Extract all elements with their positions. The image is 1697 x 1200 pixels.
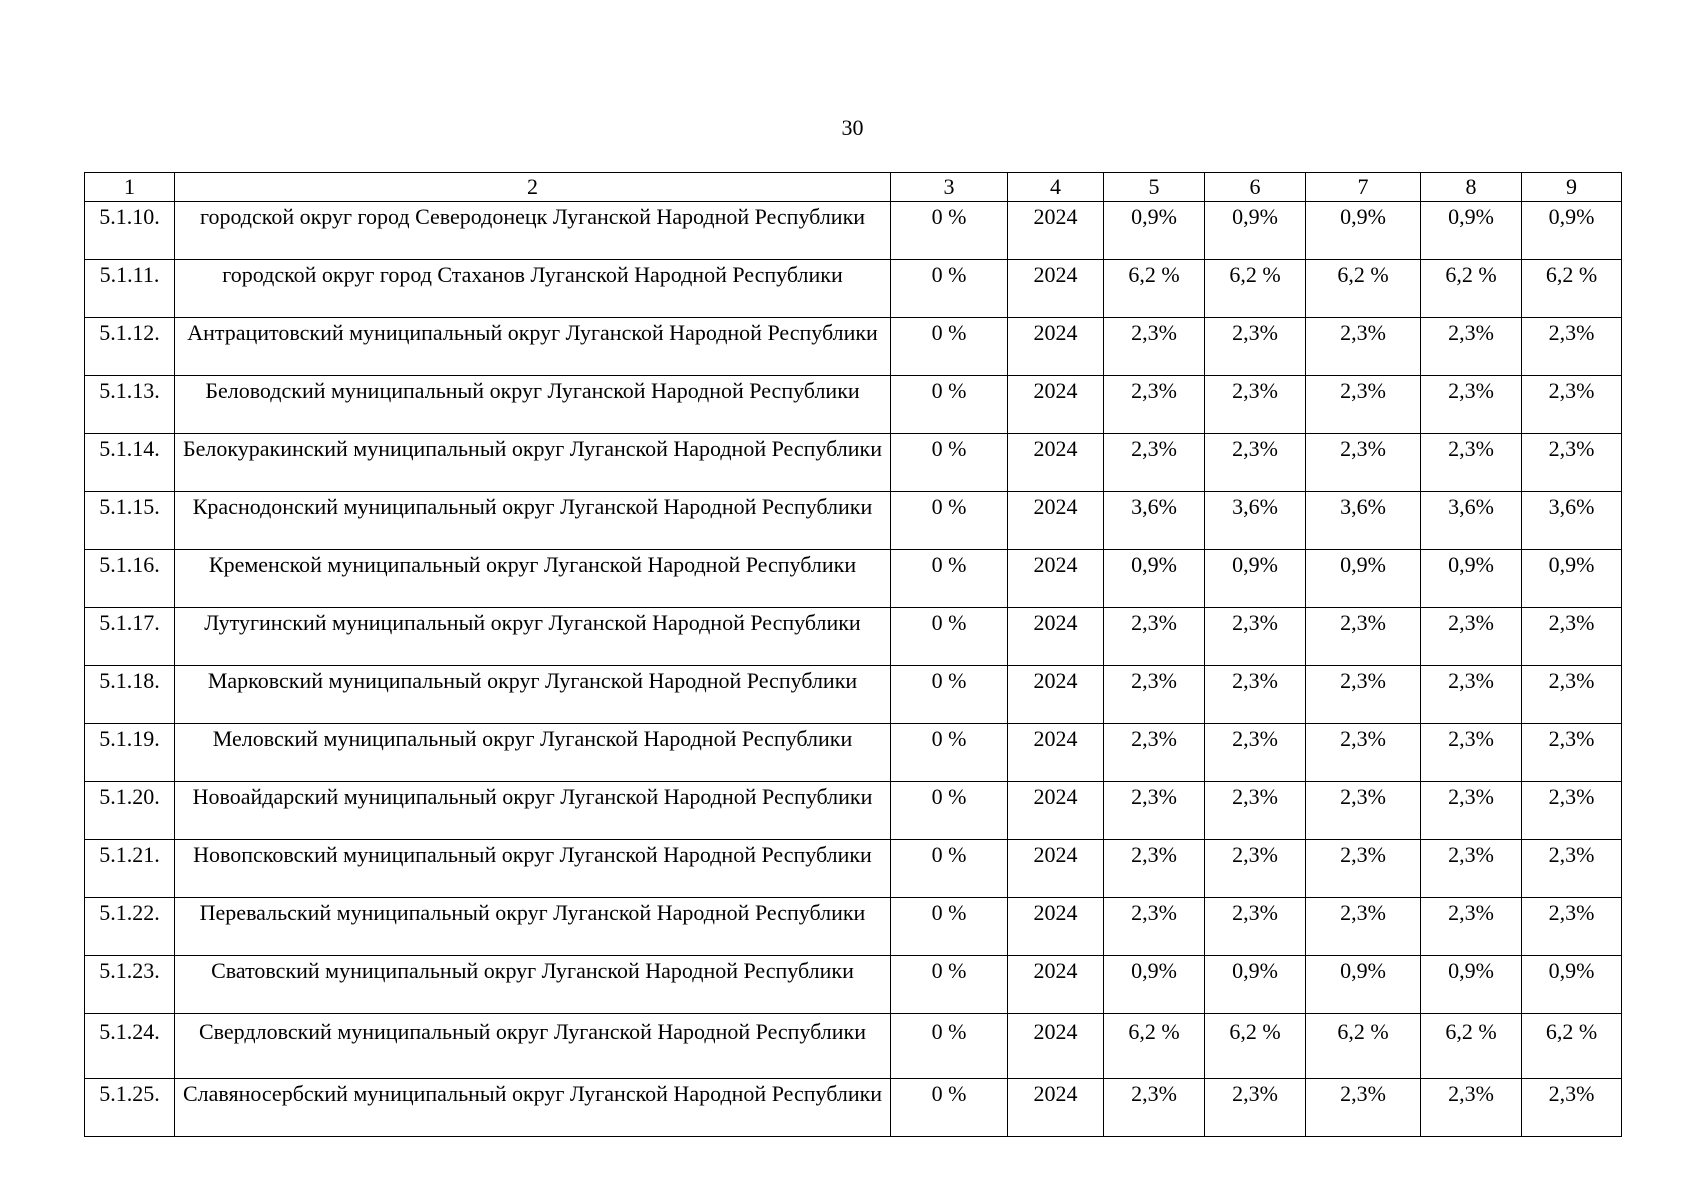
- cell-col-5: 2,3%: [1104, 318, 1205, 376]
- row-name: городской округ город Северодонецк Луганской Народной Республики: [175, 202, 891, 260]
- cell-col-5: 2,3%: [1104, 840, 1205, 898]
- cell-col-3: 0 %: [891, 376, 1008, 434]
- row-code: 5.1.18.: [85, 666, 175, 724]
- row-name: Лутугинский муниципальный округ Луганской Народной Республики: [175, 608, 891, 666]
- table-row: [85, 376, 1622, 434]
- table-row: [85, 434, 1622, 492]
- cell-col-4: 2024: [1008, 840, 1104, 898]
- table-row: [85, 666, 1622, 724]
- cell-col-9: 2,3%: [1522, 840, 1622, 898]
- table-row: [85, 260, 1622, 318]
- table-row: [85, 840, 1622, 898]
- row-name: Свердловский муниципальный округ Луганской Народной Республики: [175, 1014, 891, 1079]
- cell-col-4: 2024: [1008, 666, 1104, 724]
- cell-col-4: 2024: [1008, 492, 1104, 550]
- cell-col-7: 6,2 %: [1306, 1014, 1421, 1079]
- table-row: [85, 956, 1622, 1014]
- cell-col-8: 0,9%: [1421, 956, 1522, 1014]
- row-code: 5.1.19.: [85, 724, 175, 782]
- cell-col-7: 2,3%: [1306, 1079, 1421, 1137]
- cell-col-6: 2,3%: [1205, 318, 1306, 376]
- table-row: [85, 202, 1622, 260]
- cell-col-6: 0,9%: [1205, 550, 1306, 608]
- cell-col-8: 2,3%: [1421, 898, 1522, 956]
- cell-col-4: 2024: [1008, 376, 1104, 434]
- cell-col-9: 6,2 %: [1522, 260, 1622, 318]
- cell-col-4: 2024: [1008, 608, 1104, 666]
- cell-col-5: 0,9%: [1104, 550, 1205, 608]
- cell-col-8: 3,6%: [1421, 492, 1522, 550]
- row-code: 5.1.10.: [85, 202, 175, 260]
- cell-col-9: 2,3%: [1522, 782, 1622, 840]
- table-header: [85, 173, 1622, 202]
- cell-col-3: 0 %: [891, 666, 1008, 724]
- cell-col-7: 2,3%: [1306, 434, 1421, 492]
- cell-col-5: 2,3%: [1104, 724, 1205, 782]
- cell-col-8: 2,3%: [1421, 1079, 1522, 1137]
- cell-col-3: 0 %: [891, 724, 1008, 782]
- cell-col-5: 2,3%: [1104, 782, 1205, 840]
- cell-col-4: 2024: [1008, 434, 1104, 492]
- column-header-4: 4: [1008, 173, 1104, 202]
- row-name: Марковский муниципальный округ Луганской Народной Республики: [175, 666, 891, 724]
- table-row: [85, 318, 1622, 376]
- header-row: [85, 173, 1622, 202]
- cell-col-8: 6,2 %: [1421, 260, 1522, 318]
- cell-col-5: 2,3%: [1104, 376, 1205, 434]
- cell-col-6: 2,3%: [1205, 898, 1306, 956]
- table-row: [85, 608, 1622, 666]
- cell-col-5: 2,3%: [1104, 1079, 1205, 1137]
- row-name: Новопсковский муниципальный округ Луганской Народной Республики: [175, 840, 891, 898]
- cell-col-7: 2,3%: [1306, 318, 1421, 376]
- cell-col-9: 6,2 %: [1522, 1014, 1622, 1079]
- row-code: 5.1.14.: [85, 434, 175, 492]
- cell-col-7: 3,6%: [1306, 492, 1421, 550]
- cell-col-6: 2,3%: [1205, 434, 1306, 492]
- cell-col-9: 2,3%: [1522, 898, 1622, 956]
- row-code: 5.1.21.: [85, 840, 175, 898]
- row-name: городской округ город Стаханов Луганской Народной Республики: [175, 260, 891, 318]
- cell-col-7: 0,9%: [1306, 550, 1421, 608]
- cell-col-7: 2,3%: [1306, 898, 1421, 956]
- cell-col-6: 2,3%: [1205, 782, 1306, 840]
- cell-col-9: 2,3%: [1522, 608, 1622, 666]
- cell-col-8: 2,3%: [1421, 608, 1522, 666]
- data-table: [84, 172, 1622, 1137]
- column-header-7: 7: [1306, 173, 1421, 202]
- cell-col-7: 2,3%: [1306, 376, 1421, 434]
- cell-col-6: 2,3%: [1205, 376, 1306, 434]
- table-row: [85, 550, 1622, 608]
- cell-col-5: 2,3%: [1104, 666, 1205, 724]
- cell-col-5: 3,6%: [1104, 492, 1205, 550]
- table-row: [85, 724, 1622, 782]
- row-name: Славяносербский муниципальный округ Луганской Народной Республики: [175, 1079, 891, 1137]
- cell-col-6: 2,3%: [1205, 1079, 1306, 1137]
- row-code: 5.1.15.: [85, 492, 175, 550]
- table-body: [85, 202, 1622, 1137]
- cell-col-4: 2024: [1008, 318, 1104, 376]
- cell-col-6: 2,3%: [1205, 724, 1306, 782]
- cell-col-4: 2024: [1008, 550, 1104, 608]
- row-code: 5.1.16.: [85, 550, 175, 608]
- cell-col-8: 2,3%: [1421, 724, 1522, 782]
- table-row: [85, 1014, 1622, 1079]
- cell-col-4: 2024: [1008, 782, 1104, 840]
- cell-col-7: 2,3%: [1306, 782, 1421, 840]
- table-row: [85, 1079, 1622, 1137]
- row-code: 5.1.12.: [85, 318, 175, 376]
- cell-col-7: 6,2 %: [1306, 260, 1421, 318]
- cell-col-8: 2,3%: [1421, 666, 1522, 724]
- cell-col-7: 2,3%: [1306, 724, 1421, 782]
- cell-col-7: 2,3%: [1306, 608, 1421, 666]
- cell-col-3: 0 %: [891, 608, 1008, 666]
- cell-col-9: 2,3%: [1522, 1079, 1622, 1137]
- cell-col-5: 2,3%: [1104, 608, 1205, 666]
- cell-col-8: 0,9%: [1421, 202, 1522, 260]
- row-name: Кременской муниципальный округ Луганской Народной Республики: [175, 550, 891, 608]
- cell-col-8: 2,3%: [1421, 318, 1522, 376]
- cell-col-4: 2024: [1008, 1014, 1104, 1079]
- cell-col-4: 2024: [1008, 898, 1104, 956]
- cell-col-3: 0 %: [891, 898, 1008, 956]
- cell-col-3: 0 %: [891, 840, 1008, 898]
- row-code: 5.1.17.: [85, 608, 175, 666]
- cell-col-7: 0,9%: [1306, 202, 1421, 260]
- cell-col-5: 6,2 %: [1104, 260, 1205, 318]
- cell-col-3: 0 %: [891, 318, 1008, 376]
- cell-col-9: 2,3%: [1522, 434, 1622, 492]
- table-row: [85, 782, 1622, 840]
- cell-col-3: 0 %: [891, 1079, 1008, 1137]
- cell-col-4: 2024: [1008, 956, 1104, 1014]
- cell-col-3: 0 %: [891, 202, 1008, 260]
- row-name: Белокуракинский муниципальный округ Луганской Народной Республики: [175, 434, 891, 492]
- cell-col-9: 2,3%: [1522, 318, 1622, 376]
- cell-col-8: 2,3%: [1421, 840, 1522, 898]
- cell-col-8: 2,3%: [1421, 434, 1522, 492]
- cell-col-7: 2,3%: [1306, 840, 1421, 898]
- cell-col-5: 6,2 %: [1104, 1014, 1205, 1079]
- column-header-5: 5: [1104, 173, 1205, 202]
- cell-col-9: 2,3%: [1522, 376, 1622, 434]
- row-name: Сватовский муниципальный округ Луганской Народной Республики: [175, 956, 891, 1014]
- cell-col-7: 2,3%: [1306, 666, 1421, 724]
- cell-col-4: 2024: [1008, 724, 1104, 782]
- cell-col-5: 0,9%: [1104, 956, 1205, 1014]
- cell-col-3: 0 %: [891, 434, 1008, 492]
- row-name: Антрацитовский муниципальный округ Луганской Народной Республики: [175, 318, 891, 376]
- cell-col-8: 0,9%: [1421, 550, 1522, 608]
- row-name: Новоайдарский муниципальный округ Луганской Народной Республики: [175, 782, 891, 840]
- cell-col-8: 6,2 %: [1421, 1014, 1522, 1079]
- cell-col-6: 2,3%: [1205, 608, 1306, 666]
- cell-col-3: 0 %: [891, 782, 1008, 840]
- row-code: 5.1.24.: [85, 1014, 175, 1079]
- row-code: 5.1.23.: [85, 956, 175, 1014]
- cell-col-9: 0,9%: [1522, 550, 1622, 608]
- cell-col-3: 0 %: [891, 492, 1008, 550]
- table-row: [85, 492, 1622, 550]
- cell-col-9: 0,9%: [1522, 956, 1622, 1014]
- cell-col-5: 2,3%: [1104, 898, 1205, 956]
- cell-col-4: 2024: [1008, 202, 1104, 260]
- cell-col-3: 0 %: [891, 260, 1008, 318]
- column-header-9: 9: [1522, 173, 1622, 202]
- cell-col-6: 6,2 %: [1205, 260, 1306, 318]
- cell-col-3: 0 %: [891, 1014, 1008, 1079]
- cell-col-5: 0,9%: [1104, 202, 1205, 260]
- cell-col-5: 2,3%: [1104, 434, 1205, 492]
- cell-col-6: 0,9%: [1205, 202, 1306, 260]
- row-code: 5.1.22.: [85, 898, 175, 956]
- row-code: 5.1.11.: [85, 260, 175, 318]
- table-row: [85, 898, 1622, 956]
- cell-col-6: 6,2 %: [1205, 1014, 1306, 1079]
- column-header-2: 2: [175, 173, 891, 202]
- cell-col-8: 2,3%: [1421, 376, 1522, 434]
- column-header-6: 6: [1205, 173, 1306, 202]
- row-code: 5.1.25.: [85, 1079, 175, 1137]
- cell-col-9: 2,3%: [1522, 666, 1622, 724]
- cell-col-9: 0,9%: [1522, 202, 1622, 260]
- cell-col-6: 2,3%: [1205, 666, 1306, 724]
- cell-col-6: 2,3%: [1205, 840, 1306, 898]
- cell-col-3: 0 %: [891, 550, 1008, 608]
- cell-col-6: 3,6%: [1205, 492, 1306, 550]
- row-name: Перевальский муниципальный округ Луганской Народной Республики: [175, 898, 891, 956]
- cell-col-3: 0 %: [891, 956, 1008, 1014]
- row-code: 5.1.20.: [85, 782, 175, 840]
- column-header-3: 3: [891, 173, 1008, 202]
- cell-col-8: 2,3%: [1421, 782, 1522, 840]
- cell-col-9: 2,3%: [1522, 724, 1622, 782]
- column-header-8: 8: [1421, 173, 1522, 202]
- cell-col-4: 2024: [1008, 1079, 1104, 1137]
- row-code: 5.1.13.: [85, 376, 175, 434]
- column-header-1: 1: [85, 173, 175, 202]
- cell-col-4: 2024: [1008, 260, 1104, 318]
- cell-col-6: 0,9%: [1205, 956, 1306, 1014]
- row-name: Меловский муниципальный округ Луганской Народной Республики: [175, 724, 891, 782]
- cell-col-7: 0,9%: [1306, 956, 1421, 1014]
- row-name: Беловодский муниципальный округ Луганской Народной Республики: [175, 376, 891, 434]
- cell-col-9: 3,6%: [1522, 492, 1622, 550]
- page-number: 30: [841, 115, 864, 140]
- row-name: Краснодонский муниципальный округ Луганской Народной Республики: [175, 492, 891, 550]
